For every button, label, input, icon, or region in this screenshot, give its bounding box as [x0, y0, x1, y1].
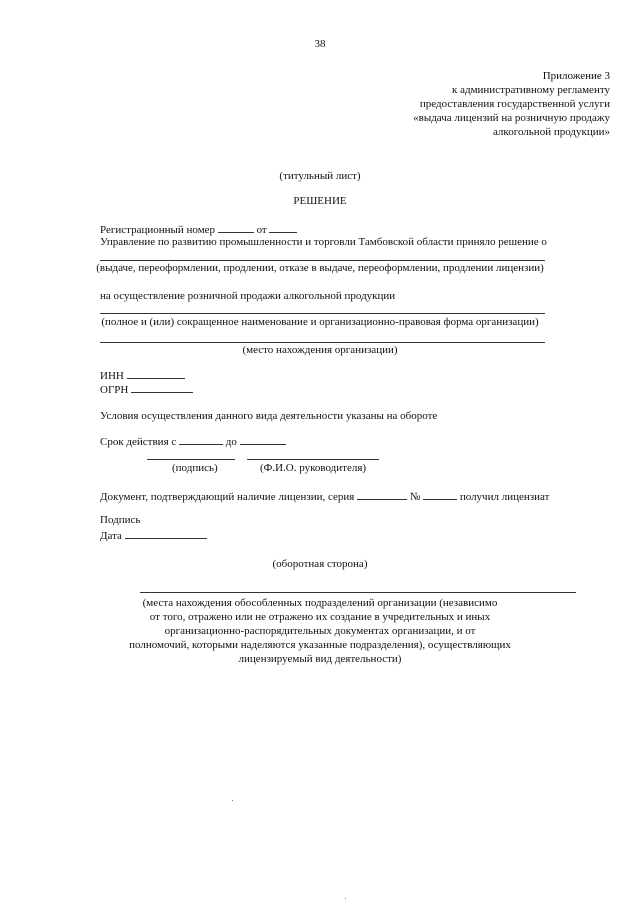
document-series-field[interactable] [357, 489, 407, 500]
signature-label: Подпись [100, 514, 141, 526]
appendix-line-1: Приложение 3 [542, 70, 610, 82]
reg-date-field[interactable] [269, 222, 297, 233]
validity-to-field[interactable] [240, 434, 286, 445]
document-line [100, 489, 549, 504]
head-name-field[interactable] [247, 459, 379, 460]
appendix-line-5: алкогольной продукции» [492, 126, 610, 138]
inn-line [100, 368, 185, 383]
scan-speck [232, 800, 233, 801]
reg-number-from-label: от [256, 224, 267, 236]
validity-from-field[interactable] [179, 434, 223, 445]
scan-speck [345, 898, 346, 899]
date-line [100, 528, 207, 543]
document-number-field[interactable] [423, 489, 457, 500]
authority-text: Управление по развитию промышленности и торговли Тамбовской области приняло решение о [100, 236, 547, 248]
org-location-field[interactable] [100, 342, 545, 343]
purpose-text: на осуществление розничной продажи алкогольной продукции [100, 290, 396, 302]
org-location-caption: (место нахождения организации) [242, 344, 398, 356]
decision-type-field[interactable] [100, 260, 545, 261]
reg-number-line [100, 222, 297, 237]
branches-field[interactable] [140, 592, 576, 593]
inn-field[interactable] [127, 368, 185, 379]
reg-number-label: Регистрационный номер [100, 224, 216, 236]
signature-field[interactable] [147, 459, 235, 460]
decision-title: РЕШЕНИЕ [293, 195, 347, 207]
validity-to-label: до [225, 436, 237, 448]
reverse-side-label: (оборотная сторона) [272, 558, 368, 570]
org-name-caption: (полное и (или) сокращенное наименование и организационно-правовая форма организации) [101, 316, 539, 328]
signature-caption: (подпись) [172, 462, 218, 474]
date-label: Дата [100, 530, 122, 542]
head-name-caption: (Ф.И.О. руководителя) [260, 462, 367, 474]
title-page-label: (титульный лист) [279, 170, 361, 182]
branches-caption-line-3: организационно-распорядительных документах организации, и от [164, 625, 476, 637]
org-name-field[interactable] [100, 313, 545, 314]
ogrn-label: ОГРН [100, 384, 129, 396]
ogrn-line [100, 382, 193, 397]
date-field[interactable] [125, 528, 207, 539]
conditions-text: Условия осуществления данного вида деятельности указаны на обороте [100, 410, 438, 422]
appendix-line-2: к административному регламенту [452, 84, 610, 96]
reg-number-field[interactable] [218, 222, 254, 233]
branches-caption-line-2: от того, отражено или не отражено их создание в учредительных и иных [149, 611, 491, 623]
document-text-1: Документ, подтверждающий наличие лицензии, серия [100, 491, 355, 503]
branches-caption-line-5: лицензируемый вид деятельности) [238, 653, 402, 665]
appendix-line-3: предоставления государственной услуги [419, 98, 610, 110]
inn-label: ИНН [100, 370, 124, 382]
document-number-sign: № [409, 491, 421, 503]
page-number: 38 [314, 38, 326, 50]
decision-types-caption: (выдаче, переоформлении, продлении, отказе в выдаче, переоформлении, продлении лицензии) [96, 262, 544, 274]
branches-caption-line-1: (места нахождения обособленных подразделений организации (независимо [142, 597, 498, 609]
ogrn-field[interactable] [131, 382, 193, 393]
document-text-2: получил лицензиат [459, 491, 550, 503]
validity-line [100, 434, 286, 449]
branches-caption-line-4: полномочий, которыми наделяются указанные подразделения), осуществляющих [129, 639, 511, 651]
validity-label: Срок действия с [100, 436, 177, 448]
appendix-line-4: «выдача лицензий на розничную продажу [413, 112, 610, 124]
